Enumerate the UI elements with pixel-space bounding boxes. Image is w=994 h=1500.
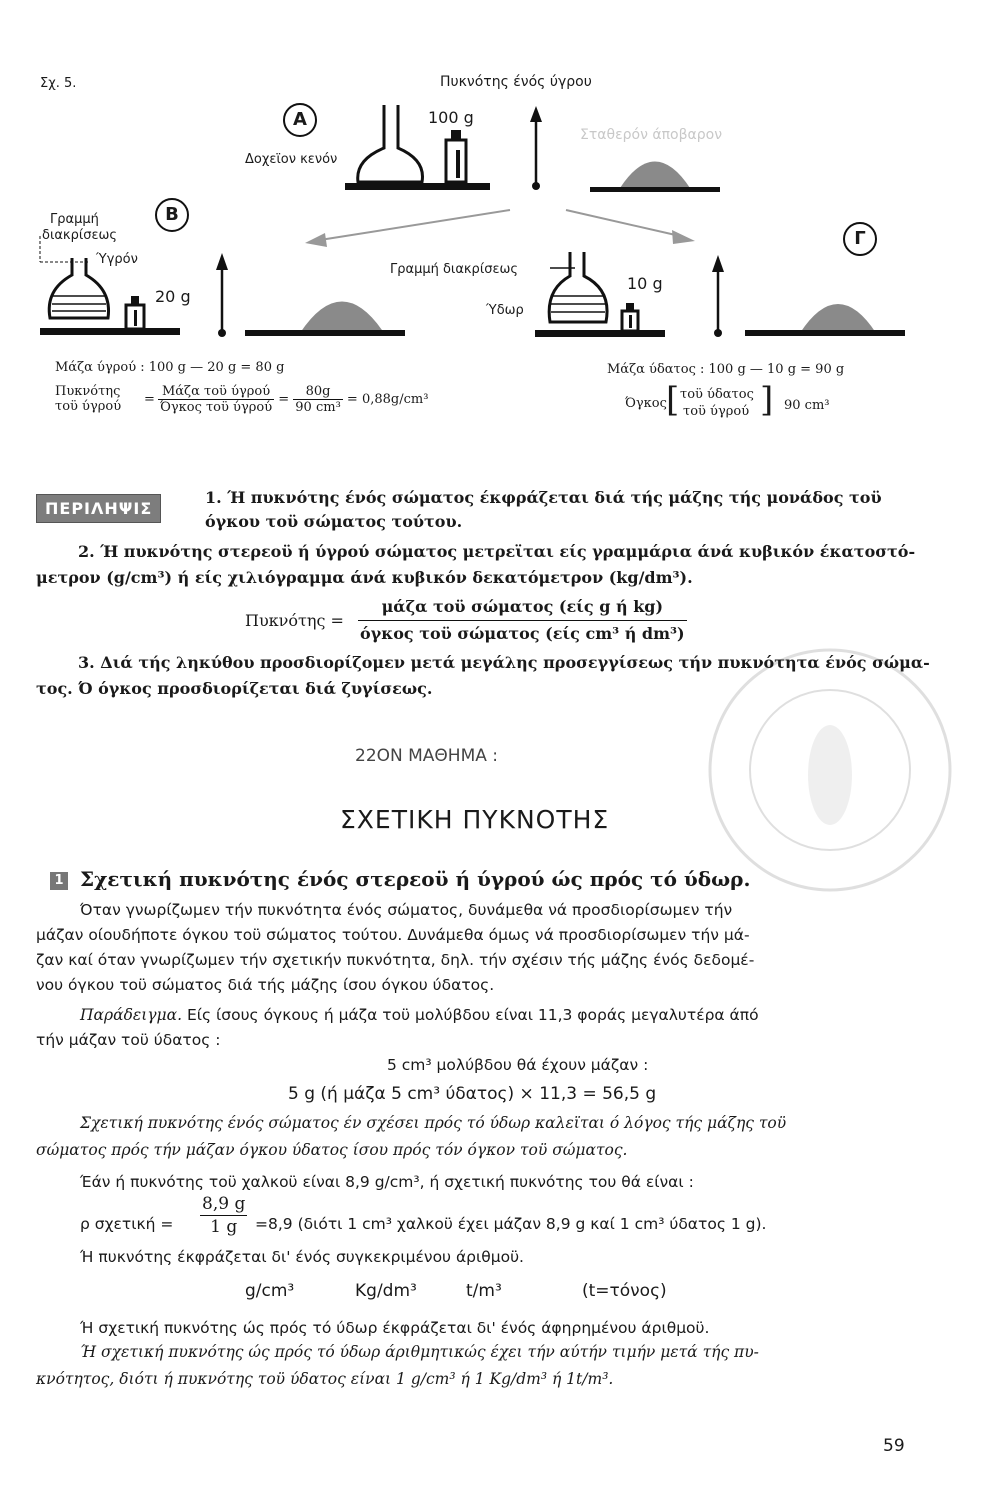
panel-g-weight (622, 303, 638, 331)
section-1-paragraph: Όταν γνωρίζωμεν τήν πυκνότητα ένός σώματος, δυνάμεθα νά προσδιορίσωμεν τήν μάζαν οίουδήποτε όγκου τοϋ σώματος τούτου. Δυνάμεθα όμως νά προσδιορίσωμεν τήν μά- ζαν καί όταν γνωρίζωμεν τήν σχετικήν πυκνότητα, δηλ. τήν σχέσιν τής μάζης ένός δεδομέ- νου όγκου τοϋ σώματος διά τής μάζης ίσου όγκου ύδατος. (36, 901, 755, 994)
panel-b-label: B (155, 198, 189, 232)
panel-b-platform (245, 330, 405, 336)
top-right-platform (590, 187, 720, 192)
rho-lhs: ρ σχετική = (80, 1215, 174, 1233)
panel-b-flask (49, 258, 108, 318)
panel-g-weight-label: 10 g (627, 274, 663, 293)
calc-right-result: 90 cm³ (784, 398, 830, 413)
panel-b-line-label-1: Γραμμή (50, 212, 99, 227)
page-number: 59 (883, 1436, 905, 1456)
panel-g-label: Γ (843, 222, 877, 256)
library-stamp-watermark (700, 640, 960, 900)
section-1-marker: 1 (50, 872, 68, 890)
panel-a-weight-label: 100 g (428, 108, 474, 127)
closing-line-1: Ή σχετική πυκνότης ώς πρός τό ύδωρ άριθμητικώς έχει τήν αύτήν τιμήν μετά τής πυ- (80, 1343, 759, 1361)
panel-b-liquid-label: Ύγρόν (96, 252, 138, 267)
definition-line-1: Σχετική πυκνότης ένός σώματος έν σχέσει πρός τό ύδωρ καλεϊται ό λόγος τής μάζης τοϋ (80, 1114, 787, 1132)
panel-g-dome (800, 304, 876, 333)
closing-line-2: κνότητος, διότι ή πυκνότης τοϋ ύδατος είναι 1 g/cm³ ή 1 Kg/dm³ ή 1t/m³. (36, 1370, 614, 1388)
example-line-1: Παράδειγμα. Είς ίσους όγκους ή μάζα τοϋ μολύβδου είναι 11,3 φοράς μεγαλυτέρα άπό (80, 1006, 759, 1024)
panel-a-vessel-label: Δοχεϊον κενόν (245, 152, 338, 167)
panel-a-weight (446, 130, 466, 182)
panel-a-scale-pan (345, 183, 490, 190)
summary-box: ΠΕΡΙΛΗΨΙΣ (36, 494, 161, 523)
panel-g-platform (745, 330, 905, 336)
left-diagonal-arrow (305, 210, 510, 247)
panel-g-liquid-label: Ύδωρ (486, 303, 524, 318)
panel-b-arrow (216, 253, 228, 337)
panel-g-scale-pan (535, 330, 665, 337)
rho-fraction: $\frac{8,9 g}{1 g}$ (202, 1194, 246, 1237)
panel-b-dome (300, 302, 384, 334)
panel-a-label: A (283, 103, 317, 137)
unit-3: t/m³ (466, 1281, 502, 1301)
example-calc-1: 5 cm³ μολύβδου θά έχουν μάζαν : (387, 1056, 649, 1074)
example-calc-2: 5 g (ή μάζα 5 cm³ ύδατος) × 11,3 = 56,5 g (288, 1084, 657, 1104)
top-right-label: Σταθερόν άποβαρον (580, 127, 723, 143)
rho-rhs: =8,9 (διότι 1 cm³ χαλκοϋ έχει μάζαν 8,9 g καί 1 cm³ ύδατος 1 g). (255, 1215, 767, 1233)
section-1-heading: Σχετική πυκνότης ένός στερεοϋ ή ύγρού ώς πρός τό ύδωρ. (80, 867, 751, 891)
panel-b-weight (126, 296, 144, 329)
summary-formula: $\frac{\text{μάζα τοϋ σώματος (είς g ή kg)}}{\text{όγκος τοϋ σώματος (είς cm³ ή dm³)}}$ (358, 594, 687, 647)
summary-item-3-line-2: τος. Ό όγκος προσδιορίζεται διά ζυγίσεως. (36, 679, 433, 698)
calc-right-volume-label: Όγκος (625, 396, 667, 411)
summary-item-2-line-2: μετρον (g/cm³) ή είς χιλιόγραμμα άνά κυβικόν δεκατόμετρον (kg/dm³). (36, 568, 693, 587)
density-expressed: Ή πυκνότης έκφράζεται δι' ένός συγκεκριμένου άριθμοϋ. (80, 1248, 524, 1266)
panel-g-flask (549, 252, 607, 322)
summary-item-2-line-1: 2. Ή πυκνότης στερεοϋ ή ύγρού σώματος μετρεϊται είς γραμμάρια άνά κυβικόν έκατοστό- (78, 542, 916, 561)
panel-b-line-label-2: διακρίσεως (42, 228, 118, 243)
relative-expressed: Ή σχετική πυκνότης ώς πρός τό ύδωρ έκφράζεται δι' ένός άφηρημένου άριθμοϋ. (80, 1319, 710, 1337)
panel-b-weight-label: 20 g (155, 287, 191, 306)
calc-left-mass: Μάζα ύγρού : 100 g — 20 g = 80 g (55, 360, 285, 375)
top-right-dome (620, 162, 690, 189)
panel-a-flask (358, 105, 423, 182)
unit-4: (t=τόνος) (582, 1281, 667, 1301)
summary-formula-lhs: Πυκνότης = (245, 611, 344, 630)
calc-right-mass: Μάζα ύδατος : 100 g — 10 g = 90 g (607, 362, 845, 377)
unit-2: Kg/dm³ (355, 1281, 417, 1301)
panel-b-scale-pan (40, 328, 180, 335)
panel-a-arrow (530, 106, 542, 190)
summary-item-1-line-1: 1. Ή πυκνότης ένός σώματος έκφράζεται διά τής μάζης τής μονάδος τοϋ (205, 488, 882, 507)
unit-1: g/cm³ (245, 1281, 295, 1301)
example-line-2: τήν μάζαν τοϋ ύδατος : (36, 1031, 221, 1049)
lesson-title: ΣΧΕΤΙΚΗ ΠΥΚΝΟΤΗΣ (340, 805, 610, 834)
figure-label: Σχ. 5. (40, 76, 77, 91)
calc-right-bracket: τοϋ ύδατος τοϋ ύγρού (680, 387, 754, 419)
lesson-number: 22ΟΝ ΜΑΘΗΜΑ : (355, 746, 499, 766)
figure-title: Πυκνότης ένός ύγρου (440, 74, 592, 90)
panel-g-line-label: Γραμμή διακρίσεως (390, 262, 518, 277)
copper-line: Έάν ή πυκνότης τοϋ χαλκοϋ είναι 8,9 g/cm³, ή σχετική πυκνότης του θά είναι : (80, 1173, 694, 1191)
definition-line-2: σώματος πρός τήν μάζαν όγκου ύδατος ίσου πρός τόν όγκον τοϋ σώματος. (36, 1141, 628, 1159)
summary-item-3-line-1: 3. Διά τής ληκύθου προσδιορίζομεν μετά μεγάλης προσεγγίσεως τήν πυκνότητα ένός σώμα- (78, 653, 930, 672)
calc-left-density-label: Πυκνότης τοϋ ύγρού (55, 384, 122, 414)
right-diagonal-arrow (566, 210, 695, 244)
panel-g-arrow (712, 255, 724, 337)
calc-left-fraction: $\frac{\text{Μάζα τοϋ ύγρού}}{\text{Όγκος τοϋ ύγρού}}$ = $\frac{80g}{\text{90 cm³}}$ = 0,88g/cm³ (160, 384, 429, 415)
summary-item-1-line-2: όγκου τοϋ σώματος τούτου. (205, 512, 463, 531)
